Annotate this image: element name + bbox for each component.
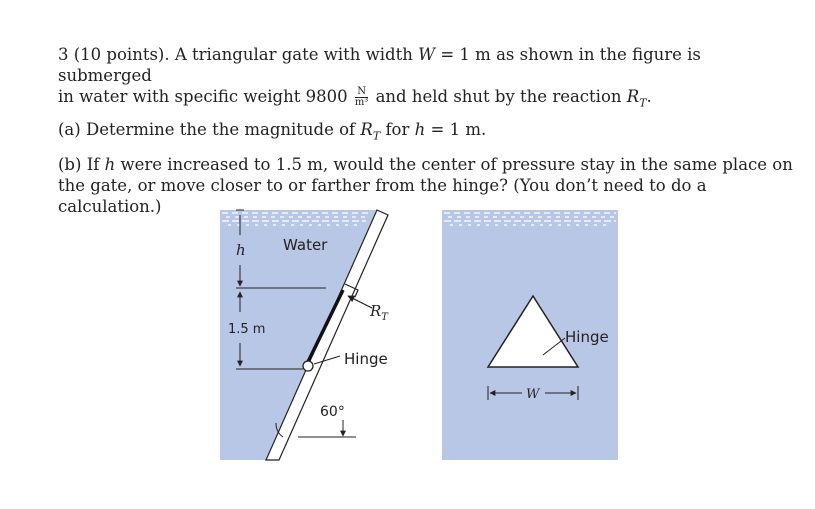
hinge-circle <box>303 361 313 371</box>
water-label: Water <box>283 236 328 254</box>
part-a: (a) Determine the the magnitude of $R_T$ for h = 1 m. <box>58 120 487 143</box>
reaction-label: $R_T$ <box>370 302 388 323</box>
part-b: (b) If h were increased to 1.5 m, would the center of pressure stay in the same place on the gate, or move closer to or farther from the hinge? (You don’t need to do a calculation.) <box>58 154 793 216</box>
problem-points: (10 points). <box>73 45 170 64</box>
hinge-label: Hinge <box>344 350 388 368</box>
reaction-arrow <box>348 296 372 308</box>
front-view-panel <box>442 210 618 460</box>
front-hinge-label: Hinge <box>565 328 609 346</box>
width-symbol: W <box>418 45 436 64</box>
angle-label: 60° <box>320 404 345 420</box>
problem-line-2: in water with specific weight 9800 $\frac{N}{\text{m³}}$ and held shut by the reaction $R_T$. <box>58 86 652 110</box>
problem-number: 3 <box>58 45 69 64</box>
width-label: W <box>526 387 540 402</box>
depth-label: 1.5 m <box>228 322 266 337</box>
side-view-panel <box>220 210 389 460</box>
unit-fraction: $\frac{N}{\text{m³}}$ <box>354 86 369 108</box>
reaction-symbol: R <box>626 87 640 106</box>
h-label: h <box>236 241 246 259</box>
problem-line-1: 3 (10 points). A triangular gate with width W = 1 m as shown in the figure is submerged <box>58 45 701 85</box>
